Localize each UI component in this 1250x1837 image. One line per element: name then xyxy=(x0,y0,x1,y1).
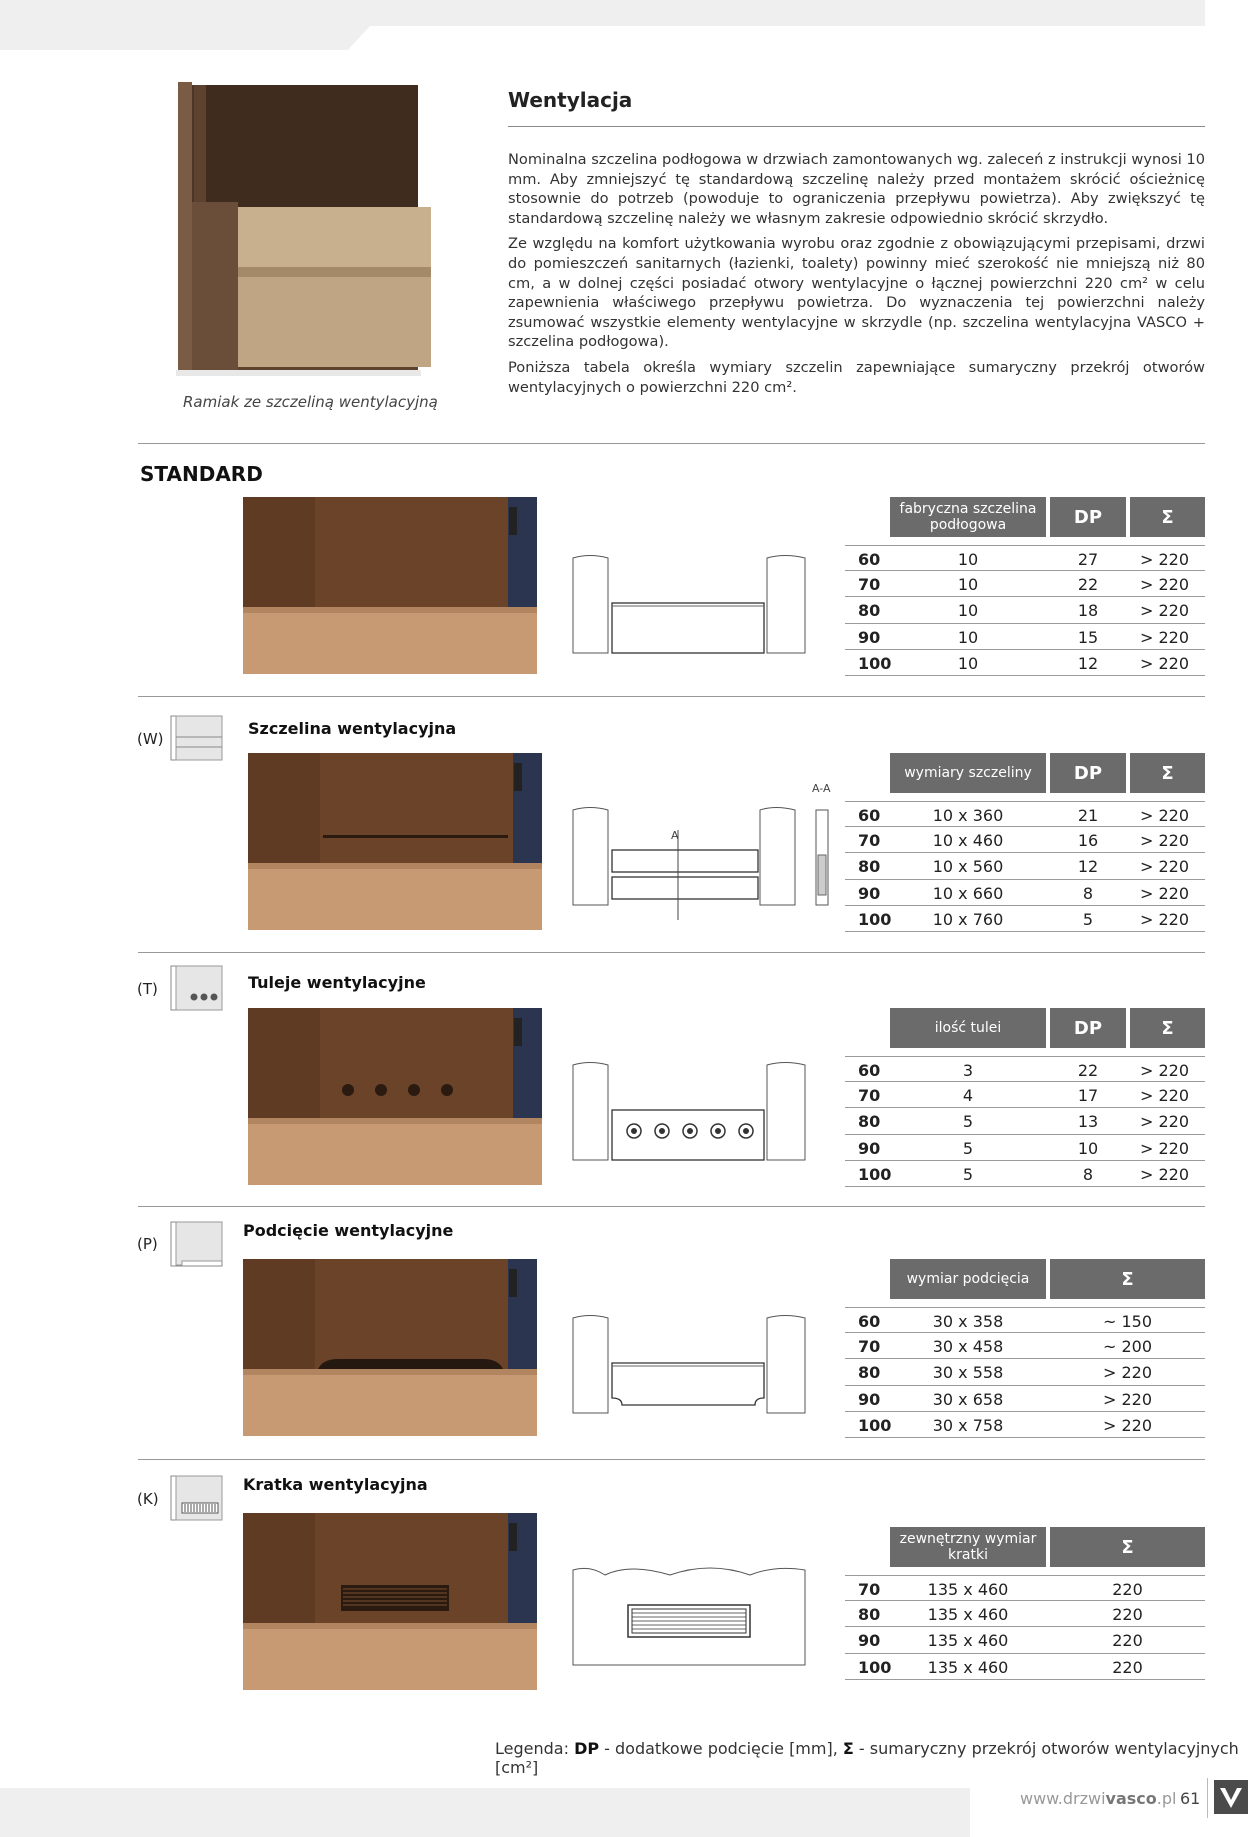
divider xyxy=(138,696,1205,697)
table-row: 80 10 18 > 220 xyxy=(845,597,1205,623)
table-row: 90 10 15 > 220 xyxy=(845,624,1205,650)
legend-dp: DP xyxy=(574,1739,600,1758)
sleeves-table xyxy=(845,1008,1205,1187)
header-dp: DP xyxy=(1050,497,1126,537)
header-sleeves-count: ilość tulei xyxy=(890,1008,1046,1048)
table-row: 90 10 x 660 8 > 220 xyxy=(845,880,1205,906)
header-undercut-size: wymiar podcięcia xyxy=(890,1259,1046,1299)
table-row: 70 30 x 458 ~ 200 xyxy=(845,1333,1205,1359)
intro-paragraph-1: Nominalna szczelina podłogowa w drzwiach zamontowanych wg. zaleceń z instrukcji wynosi 10 mm. Aby zmniejszyć tę standardową szczelinę należy przed montażem skrócić ościeżnicę stosownie do potrzeb (powoduje to ograniczenia przepływu powietrza). Aby zwiększyć tę standardową szczelinę należy we własnym zakresie odpowiednio skrócić skrzydło. xyxy=(508,151,1205,227)
top-band-cut xyxy=(0,26,370,50)
legend-label: Legenda: xyxy=(495,1739,569,1758)
header-dp: DP xyxy=(1050,1008,1126,1048)
section-title-w: Szczelina wentylacyjna xyxy=(248,719,457,738)
sleeves-icon xyxy=(170,965,223,1011)
table-row: 100 10 x 760 5 > 220 xyxy=(845,906,1205,932)
frame-caption: Ramiak ze szczeliną wentylacyjną xyxy=(183,393,438,411)
section-title-k: Kratka wentylacyjna xyxy=(243,1475,428,1494)
table-row: 80 5 13 > 220 xyxy=(845,1108,1205,1134)
standard-table xyxy=(845,497,1205,676)
legend xyxy=(495,1739,1250,1777)
table-row: 60 30 x 358 ~ 150 xyxy=(845,1307,1205,1333)
table-row: 60 10 27 > 220 xyxy=(845,545,1205,571)
divider xyxy=(138,1459,1205,1460)
section-code-t: (T) xyxy=(137,980,158,998)
table-row: 100 10 12 > 220 xyxy=(845,650,1205,676)
undercut-table xyxy=(845,1259,1205,1438)
header-sigma: Σ xyxy=(1130,497,1205,537)
legend-dp-text: - dodatkowe podcięcie [mm], xyxy=(599,1739,843,1758)
header-sigma: Σ xyxy=(1050,1527,1205,1567)
section-heading: Wentylacja xyxy=(508,88,633,112)
table-row: 80 10 x 560 12 > 220 xyxy=(845,853,1205,879)
undercut-icon xyxy=(170,1221,223,1267)
top-band xyxy=(0,0,1205,26)
header-sigma: Σ xyxy=(1130,753,1205,793)
section-code-k: (K) xyxy=(137,1490,159,1508)
divider xyxy=(508,126,1205,127)
table-row: 70 10 22 > 220 xyxy=(845,571,1205,597)
label-aa: A-A xyxy=(812,782,831,795)
undercut-drawing xyxy=(570,1313,810,1423)
table-row: 100 30 x 758 > 220 xyxy=(845,1412,1205,1438)
standard-drawing xyxy=(570,553,810,663)
table-row: 90 30 x 658 > 220 xyxy=(845,1386,1205,1412)
header-grille-size: zewnętrzny wymiar kratki xyxy=(890,1527,1046,1567)
page-number: 61 xyxy=(1180,1789,1201,1808)
table-row: 80 135 x 460 220 xyxy=(845,1601,1205,1627)
slot-drawing xyxy=(570,780,840,925)
footer-url[interactable]: www.drzwivasco.pl xyxy=(1020,1789,1177,1808)
undercut-photo xyxy=(243,1259,537,1436)
table-row: 100 135 x 460 220 xyxy=(845,1654,1205,1680)
intro-text xyxy=(508,150,1205,403)
slot-photo xyxy=(248,753,542,930)
table-row: 90 135 x 460 220 xyxy=(845,1627,1205,1653)
frame-photo xyxy=(176,82,438,382)
bottom-band xyxy=(0,1788,970,1837)
header-sigma: Σ xyxy=(1050,1259,1205,1299)
table-row: 100 5 8 > 220 xyxy=(845,1161,1205,1187)
legend-sigma: Σ xyxy=(842,1739,854,1758)
label-a: A xyxy=(671,829,679,842)
section-code-w: (W) xyxy=(137,730,164,748)
grille-drawing xyxy=(570,1565,810,1675)
footer-separator xyxy=(1207,1778,1208,1818)
divider xyxy=(138,443,1205,444)
standard-title: STANDARD xyxy=(140,462,263,486)
divider xyxy=(138,952,1205,953)
divider xyxy=(138,1206,1205,1207)
header-slot: fabryczna szczelina podłogowa xyxy=(890,497,1046,537)
slot-icon xyxy=(170,715,223,761)
section-code-p: (P) xyxy=(137,1235,158,1253)
grille-photo xyxy=(243,1513,537,1690)
grille-table xyxy=(845,1527,1205,1680)
legend-sigma-text: - sumaryczny przekrój otworów wentylacyjnych [cm²] xyxy=(495,1739,1239,1777)
table-row: 70 4 17 > 220 xyxy=(845,1082,1205,1108)
header-slot-size: wymiary szczeliny xyxy=(890,753,1046,793)
sleeves-photo xyxy=(248,1008,542,1185)
header-dp: DP xyxy=(1050,753,1126,793)
slot-table xyxy=(845,753,1205,932)
table-row: 60 3 22 > 220 xyxy=(845,1056,1205,1082)
table-row: 90 5 10 > 220 xyxy=(845,1135,1205,1161)
section-title-t: Tuleje wentylacyjne xyxy=(248,973,426,992)
intro-paragraph-3: Poniższa tabela określa wymiary szczelin zapewniające sumaryczny przekrój otworów wentylacyjnych o powierzchni 220 cm². xyxy=(508,358,1205,396)
table-row: 70 135 x 460 220 xyxy=(845,1575,1205,1601)
grille-icon xyxy=(170,1475,223,1521)
vasco-logo-icon xyxy=(1214,1780,1248,1814)
header-sigma: Σ xyxy=(1130,1008,1205,1048)
section-title-p: Podcięcie wentylacyjne xyxy=(243,1221,454,1240)
table-row: 80 30 x 558 > 220 xyxy=(845,1359,1205,1385)
sleeves-drawing xyxy=(570,1060,810,1170)
standard-photo xyxy=(243,497,537,674)
table-row: 60 10 x 360 21 > 220 xyxy=(845,801,1205,827)
intro-paragraph-2: Ze względu na komfort użytkowania wyrobu oraz zgodnie z obowiązującymi przepisami, drzwi do pomieszczeń sanitarnych (łazienki, toalety) powinny mieć szerokość nie mniejszą niż 80 cm, a w dolnej części posiadać otwory wentylacyjne o łącznej powierzchni 220 cm² w celu zapewnienia właściwego przepływu powietrza. Do wyznaczenia tej powierzchni należy zsumować wszystkie elementy wentylacyjne w skrzydle (np. szczelina wentylacyjna VASCO + szczelina podłogowa). xyxy=(508,235,1205,351)
table-row: 70 10 x 460 16 > 220 xyxy=(845,827,1205,853)
